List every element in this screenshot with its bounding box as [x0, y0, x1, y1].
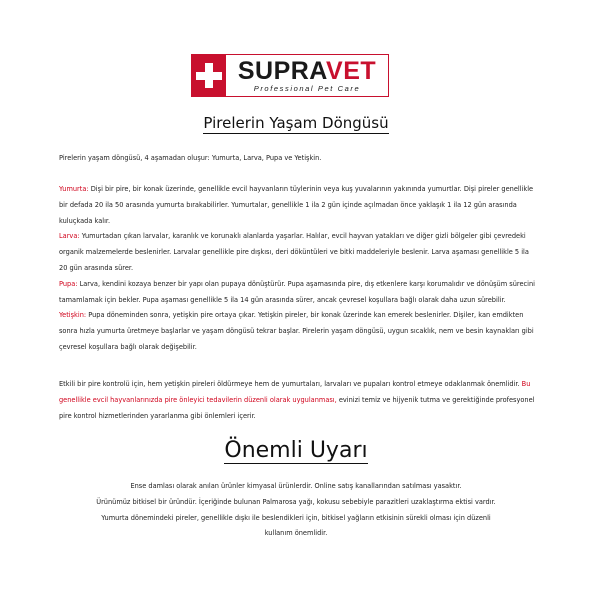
stage-text: Yumurtadan çıkan larvalar, karanlık ve korunaklı alanlarda yaşarlar. Halılar, evcil hayvan yatakları ve diğer gizli bölgeler gibi çevredeki organik malzemelerde beslenirler. Larvalar genellikle pire dışkısı, deri döküntüleri ve bitki maddeleriyle beslenir. Larva aşaması genellikle 5 ila 20 gün arasında sürer.	[59, 232, 529, 272]
warning-line: Yumurta dönemindeki pireler, genellikle dışkı ile beslendikleri için, bitkisel yağların etkisinin sürekli olması için düzenli	[101, 513, 491, 522]
warning-title-text: Önemli Uyarı	[224, 438, 368, 463]
stages-block	[59, 182, 539, 356]
control-highlight: Bu genellikle evcil hayvanlarınızda pire önleyici tedavilerin düzenli olarak uygulanması,	[59, 380, 531, 404]
stage-adult	[59, 308, 539, 355]
logo-word-part2: VET	[326, 57, 377, 85]
page-title-text: Pirelerin Yaşam Döngüsü	[203, 114, 389, 132]
supravet-logo	[191, 54, 389, 97]
stage-pupa	[59, 277, 539, 309]
page-title	[0, 114, 592, 132]
stage-text: Pupa döneminden sonra, yetişkin pire ortaya çıkar. Yetişkin pireler, bir konak üzerinde kan emerek beslenirler. Dişiler, kan emdikten sonra hızla yumurta üretmeye başlarlar ve yaşam döngüsü tekrar başlar. Pirelerin yaşam döngüsü, uygun sıcaklık, nem ve besin kaynakları gibi çevresel koşullara bağlı olarak değişebilir.	[59, 311, 534, 351]
stage-name: Larva:	[59, 232, 80, 241]
stage-name: Pupa:	[59, 279, 78, 288]
logo-text	[226, 55, 388, 96]
medical-cross-icon	[192, 55, 226, 96]
stage-egg	[59, 182, 539, 229]
logo-word-part1: SUPRA	[237, 57, 327, 85]
warning-title	[0, 438, 592, 463]
logo-tagline: Professional Pet Care	[253, 84, 361, 93]
warning-paragraph	[46, 479, 546, 542]
stage-name: Yumurta:	[59, 185, 89, 193]
stage-text: Dişi bir pire, bir konak üzerinde, genellikle evcil hayvanların tüylerinin veya kuş yuvalarının yakınında yumurtlar. Dişi pireler genellikle bir defada 20 ila 50 arasında yumurta bırakabilirler. Yumurtalar, genellikle 1 ila 2 gün içinde açılmadan önce yaklaşık 1 ila 12 gün arasında kuluçkada kalır.	[59, 185, 534, 225]
stage-text: Larva, kendini kozaya benzer bir yapı olan pupaya dönüştürür. Pupa aşamasında pire, dış etkenlere karşı korumalıdır ve dönüşüm sürecini tamamlamak için bekler. Pupa aşaması genellikle 5 ila 14 gün arasında sürer, ancak çevresel koşullara bağlı olarak daha uzun sürebilir.	[59, 279, 535, 304]
stage-name: Yetişkin:	[59, 311, 87, 320]
logo-wordmark	[238, 59, 376, 84]
warning-line: kullanım önemlidir.	[264, 529, 328, 538]
control-text-1: Etkili bir pire kontrolü için, hem yetişkin pireleri öldürmeye hem de yumurtaları, larvaları ve pupaları kontrol etmeye odaklanmak önemlidir.	[59, 380, 522, 388]
intro-paragraph: Pirelerin yaşam döngüsü, 4 aşamadan oluşur: Yumurta, Larva, Pupa ve Yetişkin.	[59, 154, 322, 162]
control-paragraph	[59, 377, 539, 424]
warning-line: Ense damlası olarak anılan ürünler kimyasal ürünlerdir. Online satış kanallarından satılması yasaktır.	[130, 482, 462, 490]
warning-line: Ürünümüz bitkisel bir üründür. İçeriğinde bulunan Palmarosa yağı, kokusu sebebiyle parazitleri uzaklaştırma ektisi vardır.	[96, 497, 496, 506]
control-text-2: evinizi temiz ve hijyenik tutma ve gerektiğinde profesyonel pire kontrol hizmetlerinden yararlanma gibi önlemleri içerir.	[59, 395, 535, 420]
stage-larva	[59, 229, 539, 276]
